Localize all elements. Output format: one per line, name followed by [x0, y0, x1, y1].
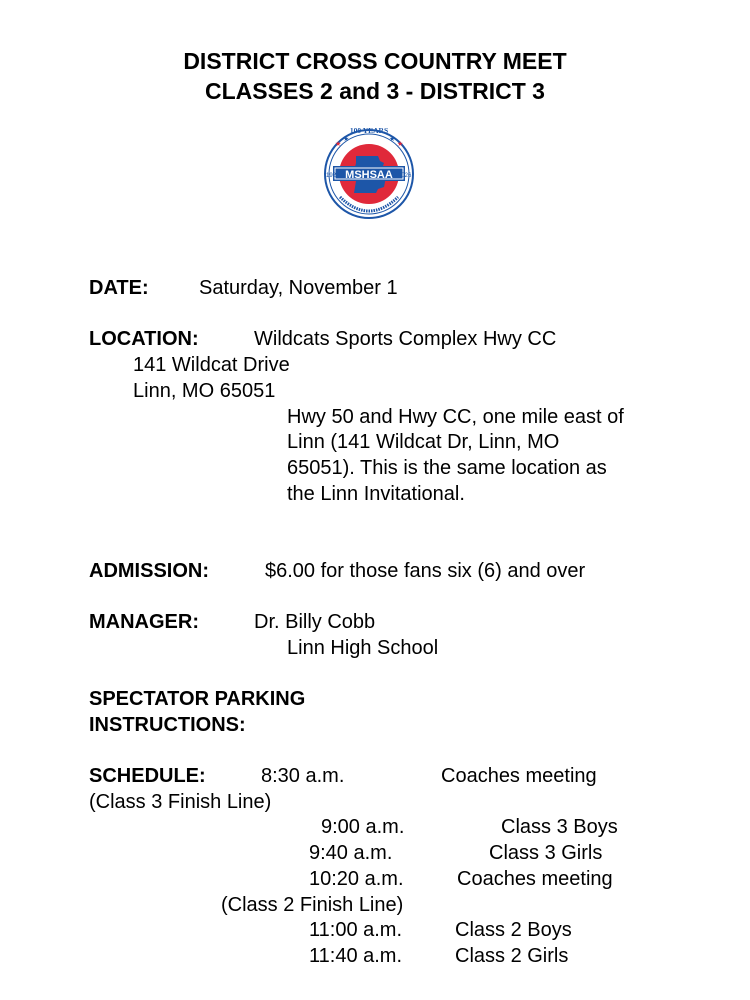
- schedule-label: SCHEDULE:: [89, 765, 206, 787]
- parking-label-line-1: SPECTATOR PARKING: [89, 688, 306, 710]
- logo-left-year: 1926: [326, 173, 340, 179]
- star-icon: ★: [389, 136, 396, 143]
- star-icon: ★: [335, 141, 342, 148]
- schedule-note: (Class 3 Finish Line): [89, 791, 272, 813]
- mshsaa-logo: [318, 121, 420, 223]
- logo-top-text: 100 YEARS: [349, 126, 389, 135]
- schedule-time: 11:40 a.m.: [309, 945, 403, 967]
- schedule-note: (Class 2 Finish Line): [221, 894, 404, 916]
- page-title-line-2: CLASSES 2 and 3 - DISTRICT 3: [205, 78, 545, 104]
- star-icon: ★: [343, 136, 350, 143]
- location-note-line: Linn (141 Wildcat Dr, Linn, MO: [287, 431, 560, 453]
- location-note-line: the Linn Invitational.: [287, 483, 465, 505]
- page-title-line-1: DISTRICT CROSS COUNTRY MEET: [183, 48, 567, 74]
- date-value: Saturday, November 1: [199, 277, 398, 299]
- admission-value: $6.00 for those fans six (6) and over: [265, 560, 586, 582]
- parking-label-line-2: INSTRUCTIONS:: [89, 714, 246, 736]
- schedule-time: 11:00 a.m.: [309, 919, 403, 941]
- manager-name: Dr. Billy Cobb: [254, 611, 376, 633]
- logo-right-year: 2026: [398, 173, 412, 179]
- schedule-event: Coaches meeting: [441, 765, 597, 787]
- schedule-event: Class 3 Boys: [501, 816, 618, 838]
- schedule-time: 10:20 a.m.: [309, 868, 404, 890]
- location-line-2: 141 Wildcat Drive: [133, 354, 290, 376]
- location-label: LOCATION:: [89, 328, 199, 350]
- manager-label: MANAGER:: [89, 611, 199, 633]
- star-icon: ★: [397, 141, 404, 148]
- location-line-1: Wildcats Sports Complex Hwy CC: [254, 328, 557, 350]
- date-label: DATE:: [89, 277, 149, 299]
- schedule-time: 9:00 a.m.: [321, 816, 405, 838]
- location-line-3: Linn, MO 65051: [133, 380, 276, 402]
- admission-label: ADMISSION:: [89, 560, 209, 582]
- schedule-event: Class 2 Boys: [455, 919, 572, 941]
- schedule-time: 9:40 a.m.: [309, 842, 393, 864]
- schedule-event: Coaches meeting: [457, 868, 613, 890]
- location-note-line: Hwy 50 and Hwy CC, one mile east of: [287, 406, 624, 428]
- schedule-event: Class 3 Girls: [489, 842, 603, 864]
- logo-center-text: MSHSAA: [345, 169, 393, 181]
- manager-school: Linn High School: [287, 637, 439, 659]
- location-note-line: 65051). This is the same location as: [287, 457, 607, 479]
- schedule-event: Class 2 Girls: [455, 945, 569, 967]
- schedule-time: 8:30 a.m.: [261, 765, 345, 787]
